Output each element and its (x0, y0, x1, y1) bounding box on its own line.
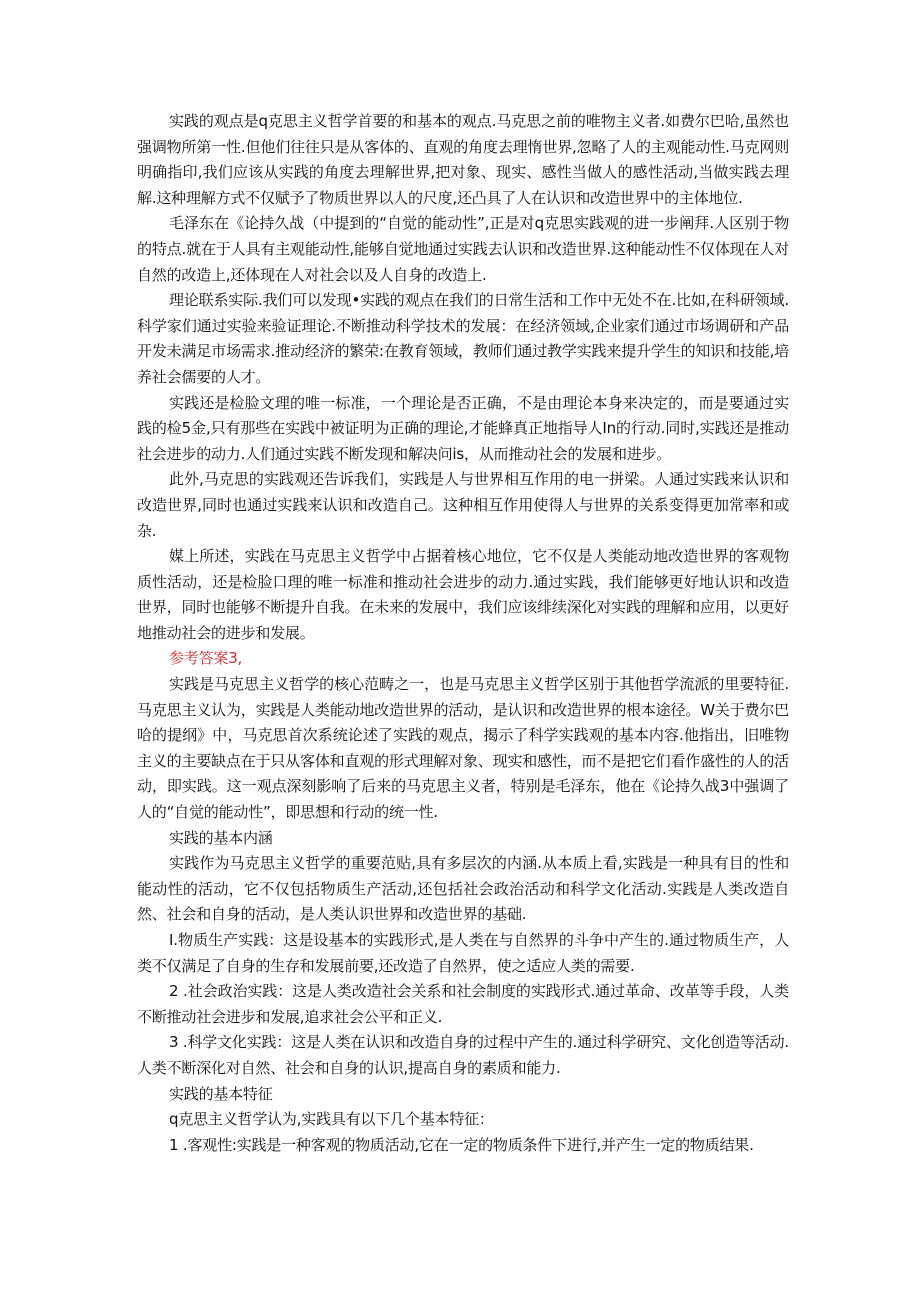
paragraph-summary: 媒上所述，实践在马克思主义哲学中占据着核心地位，它不仅是人类能动地改造世界的客观物质性活动，还是检脸口理的唯一标准和推动社会进步的动力.通过实践，我们能够更好地认识和改造世界，同时也能够不断提升自我。在未来的发展中，我们应该绯续深化对实践的理解和应用，以更好地推动社会的进步和发展。 (137, 547, 789, 642)
list-item-social-political: 2 .社会政治实践：这是人类改造社会关系和社会制度的实践形式.通过革命、改革等手段，人类不断推动社会进步和发展,追求社会公平和正义. (137, 982, 789, 1026)
list-item-scientific-cultural: 3 .科学文化实践：这是人类在认识和改造自身的过程中产生的.通过科学研究、文化创造等活动.人类不断深化对自然、社会和自身的认识,提高自身的素质和能力. (137, 1033, 789, 1077)
paragraph-human-world-interaction: 此外,马克思的实践观还告诉我们，实践是人与世界相互作用的电一拼梁。人通过实践来认识和改造世界,同时也通过实践来认识和改造自己。这种相互作用使得人与世界的关系变得更加常率和或杂. (137, 470, 789, 540)
list-item-objectivity: 1 .客观性:实践是一种客观的物质活动,它在一定的物质条件下进行,并产生一定的物质结果. (169, 1135, 754, 1154)
section-heading-basic-features: 实践的基本特征 (169, 1084, 273, 1103)
document-body (137, 109, 789, 1158)
paragraph-criterion-of-truth: 实践还是检脸文理的唯一标准，一个理论是否正确，不是由理论本身来决定的，而是要通过实践的检5金,只有那些在实践中被证明为正确的理论,才能蜂真正地指导人In的行动.同时,实践还是推动社会进步的动力.人们通过实践不断发现和解决问is，从而推动社会的发展和进步。 (137, 393, 789, 463)
section-heading-basic-connotation: 实践的基本内涵 (169, 828, 273, 847)
list-item-material-production: I.物质生产实践：这是设基本的实践形式,是人类在与自然界的斗争中产生的.通过物质生产，人类不仅满足了自身的生存和发展前要,还改造了自然界，使之适应人类的需要. (137, 931, 789, 975)
paragraph-mao-on-protracted-war: 毛泽东在《论持久战（中提到的“自觉的能动性”,正是对q克思实践观的进一步阐拜.人区别于物的特点.就在于人具有主观能动性,能够自觉地通过实践去认识和改造世界.这种能动性不仅体现在人对自然的改造上,还体现在人对社会以及人自身的改造上. (137, 214, 789, 284)
paragraph-theory-and-practice: 理论联系实际.我们可以发现•实践的观点在我们的日常生活和工作中无处不在.比如,在科研领域.科学家们通过实验来验证理论.不断推动科学技术的发展：在经济领域,企业家们通过市场调研和产品开发未满足市场需求.推动经济的繁荣:在教育领域，教师们通过教学实践来提升学生的知识和技能,培养社会儒要的人才。 (137, 291, 789, 386)
paragraph-core-category: 实践是马克思主义哲学的核心范畴之一，也是马克思主义哲学区别于其他哲学流派的里要特征.马克思主义认为，实践是人类能动地改造世界的活动，是认识和改造世界的根本途径。W关于费尔巴哈的提纲》中，马克思首次系统论述了实践的观点，揭示了科学实践观的基本内容.他指出，旧唯物主义的主要缺点在于只从客体和直观的形式理解对象、现实和感性，而不是把它们看作盛性的人的活动，即实践。这一观点深刻影响了后来的马克思主义者，特别是毛泽东，他在《论持久战3中强调了人的“自觉的能动性”，即思想和行动的统一性. (137, 675, 789, 822)
reference-answer-heading: 参考答案3, (169, 649, 243, 668)
paragraph-practice-viewpoint: 实践的观点是q克思主义哲学首要的和基本的观点.马克思之前的唯物主义者.如费尔巴哈,虽然也强调物所第一性.但他们往往只是从客体的、直观的角度去理惰世界,忽略了人的主观能动性.马克网则明确指印,我们应该从实践的角度去理解世界,把对象、现实、感性当做人的感性活动,当做实践去理解.这种理解方式不仅赋予了物质世界以人的尺度,还凸具了人在认识和改造世界中的主体地位. (137, 112, 789, 207)
paragraph-features-intro: q克思主义哲学认为,实践具有以下几个基本特征： (169, 1110, 494, 1129)
paragraph-connotation: 实践作为马克思主义哲学的重要范贴,具有多层次的内涵.从本质上看,实践是一种具有目的性和能动性的活动，它不仅包括物质生产活动,还包括社会政治活动和科学文化活动.实践是人类改造自然、社会和自身的活动，是人类认识世界和改造世界的基础. (137, 854, 789, 924)
